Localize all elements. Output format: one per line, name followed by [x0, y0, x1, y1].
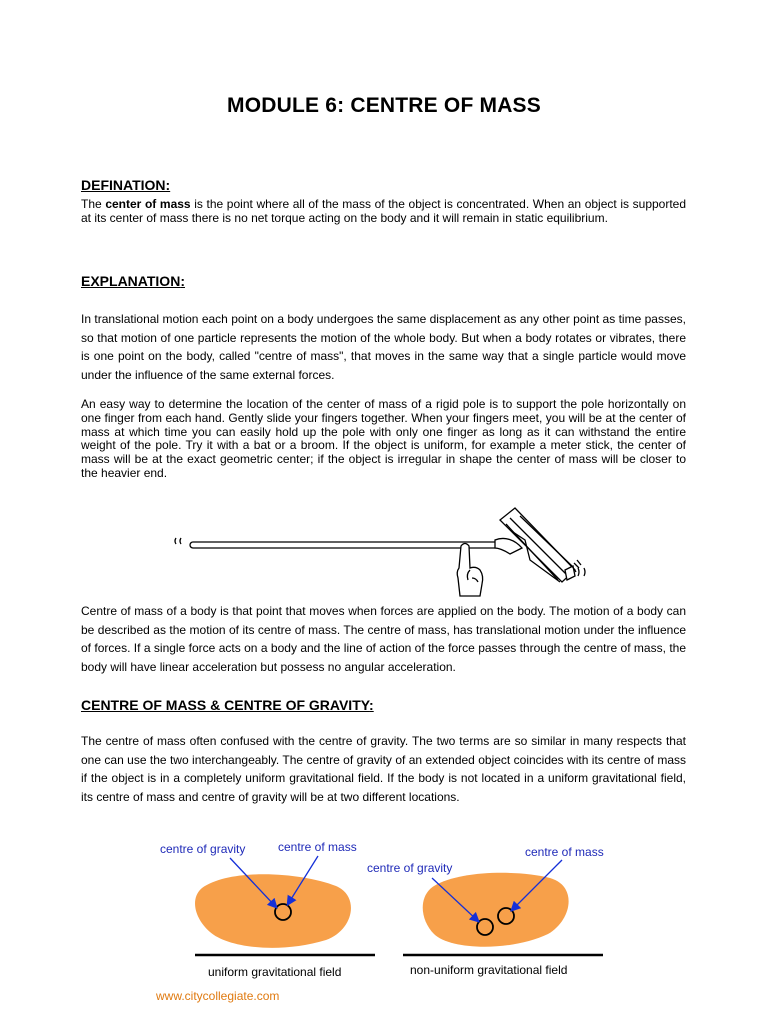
uniform-field-body [195, 874, 351, 948]
definition-paragraph [81, 198, 686, 226]
explanation-paragraph-1: In translational motion each point on a body undergoes the same displacement as any other point as time passes, so that motion of one particle represents the motion of the whole body. But when a body rotates or vibrates, there is one point on the body, called "centre of mass", that moves in the same way that a single particle would move under the influence of the same external forces. [81, 312, 686, 382]
nonuniform-field-caption: non-uniform gravitational field [410, 963, 568, 977]
heading-colon: : [165, 177, 171, 193]
definition-text-post: is the point where all of the mass of the object is concentrated. When an object is supported at its center of mass there is no net torque acting on the body and it will remain in static equilibrium. [81, 197, 687, 225]
broom-icon [175, 508, 585, 582]
explanation-heading-text: EXPLANATION [81, 273, 181, 289]
nonuniform-field-body [423, 873, 569, 947]
right-com-label: centre of mass [525, 845, 604, 859]
definition-text-pre: The [81, 197, 106, 211]
watermark: www.citycollegiate.com [156, 989, 280, 1003]
left-cog-label: centre of gravity [160, 842, 246, 856]
left-com-label: centre of mass [278, 840, 357, 854]
com-cog-heading [81, 697, 374, 713]
broom-balance-illustration [170, 500, 600, 600]
com-cog-heading-text: CENTRE OF MASS & CENTRE OF GRAVITY [81, 697, 370, 713]
explanation-paragraph-2: An easy way to determine the location of the center of mass of a rigid pole is to support the pole horizontally on one finger from each hand. Gently slide your fingers together. When your fingers meet, you will be at the center of mass at which time you can easily hold up the pole with only one finger as long as it can withstand the entire weight of the pole. Try it with a bat or a broom. If the object is uniform, for example a meter stick, the center of mass will be at the exact geometric center; if the object is irregular in shape the center of mass will be closer to the heavier end. [81, 397, 686, 480]
explanation-heading [81, 273, 185, 289]
uniform-field-caption: uniform gravitational field [208, 965, 342, 979]
centre-of-gravity-figure [150, 830, 650, 1015]
definition-heading [81, 177, 170, 193]
heading-colon: : [180, 273, 185, 289]
definition-heading-text: DEFINATION [81, 177, 166, 193]
page-title: MODULE 6: CENTRE OF MASS [227, 94, 541, 117]
com-cog-paragraph: The centre of mass often confused with the centre of gravity. The two terms are so similar in many respects that one can use the two interchangeably. The centre of gravity of an extended object coincides with its centre of mass if the object is in a completely uniform gravitational field. If the body is not located in a uniform gravitational field, its centre of mass and centre of gravity will be at two different locations. [81, 734, 686, 804]
hand-finger-icon [457, 544, 482, 597]
definition-term: center of mass [105, 197, 191, 211]
right-cog-label: centre of gravity [367, 861, 453, 875]
explanation-paragraph-3: Centre of mass of a body is that point that moves when forces are applied on the body. The motion of a body can be described as the motion of its centre of mass. The centre of mass, has translational motion under the influence of forces. If a single force acts on a body and the line of action of the force passes through the centre of mass, the body will have linear acceleration but possess no angular acceleration. [81, 604, 686, 674]
heading-colon: : [369, 697, 374, 713]
